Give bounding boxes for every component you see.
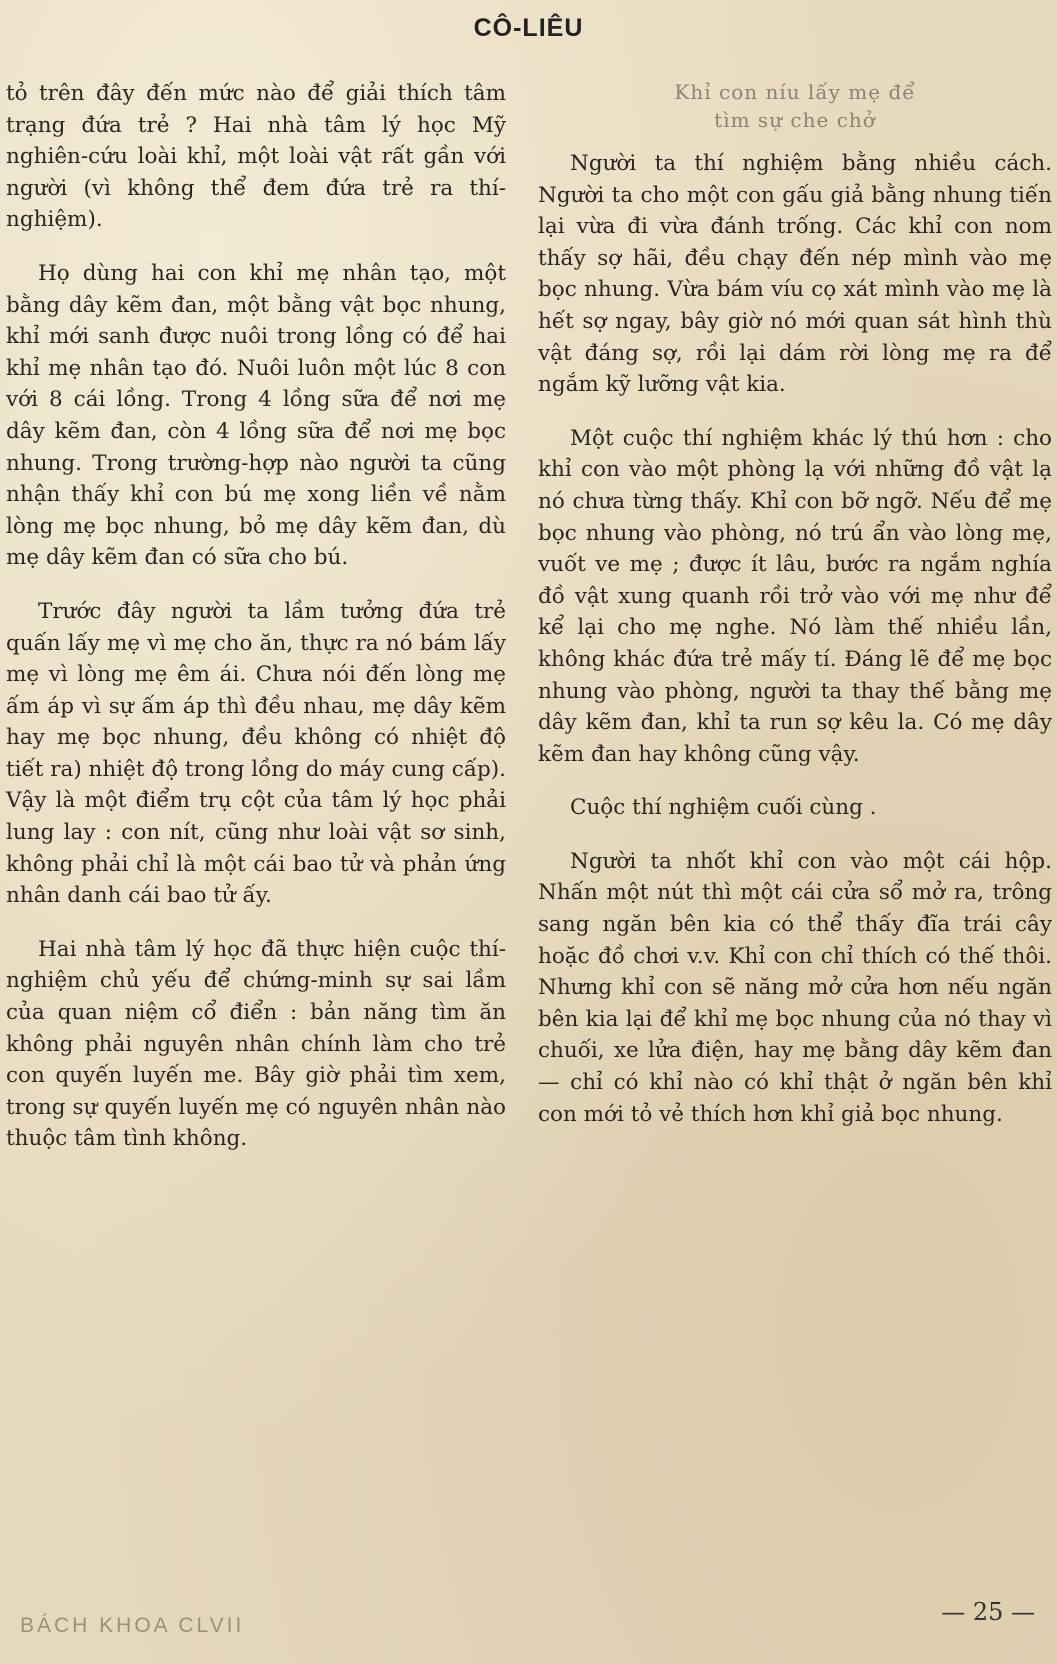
- paragraph: Hai nhà tâm lý học đã thực hiện cuộc thí-nghiệm chủ yếu để chứng-minh sự sai lầm của quan niệm cổ điển : bản năng tìm ăn không phải nguyên nhân chính làm cho trẻ con quyến luyến me. Bây giờ phải tìm xem, trong sự quyến luyến mẹ có nguyên nhân nào thuộc tâm tình không.: [6, 936, 506, 1152]
- section-subheading: [538, 78, 1052, 134]
- paragraph: Người ta nhốt khỉ con vào một cái hộp. Nhấn một nút thì một cái cửa sổ mở ra, trông sang ngăn bên kia có thể thấy đĩa trái cây hoặc đồ chơi v.v. Khỉ con chỉ thích có thế thôi. Nhưng khỉ con sẽ năng mở cửa hơn nếu ngăn bên kia lại để khỉ mẹ bọc nhung của nó thay vì chuối, xe lửa điện, hay mẹ bằng dây kẽm đan — chỉ có khỉ nào có khỉ thật ở ngăn bên khỉ con mới tỏ vẻ thích hơn khỉ giả bọc nhung.: [538, 848, 1052, 1127]
- paragraph: Trước đây người ta lầm tưởng đứa trẻ quấn lấy mẹ vì mẹ cho ăn, thực ra nó bám lấy mẹ vì lòng mẹ êm ái. Chưa nói đến lòng mẹ ấm áp vì sự ấm áp thì đều nhau, mẹ dây kẽm hay mẹ bọc nhung, đều không có nhiệt độ tiết ra) nhiệt độ trong lồng do máy cung cấp). Vậy là một điểm trụ cột của tâm lý học phải lung lay : con nít, cũng như loài vật sơ sinh, không phải chỉ là một cái bao tử và phản ứng nhân danh cái bao tử ấy.: [6, 598, 506, 909]
- inline-heading: Cuộc thí nghiệm cuối cùng .: [570, 795, 877, 821]
- subheading-line: Khỉ con níu lấy mẹ để: [674, 80, 916, 104]
- subheading-line: tìm sự che chở: [714, 108, 876, 132]
- page-header-title: CÔ-LIÊU: [473, 14, 584, 42]
- right-column: [538, 78, 1052, 1152]
- paragraph: Họ dùng hai con khỉ mẹ nhân tạo, một bằng dây kẽm đan, một bằng vật bọc nhung, khỉ mới sanh được nuôi trong lồng có để hai khỉ mẹ nhân tạo đó. Nuôi luôn một lúc 8 con với 8 cái lồng. Trong 4 lồng sữa để nơi mẹ dây kẽm đan, còn 4 lồng sữa để nơi mẹ bọc nhung. Trong trường-hợp nào người ta cũng nhận thấy khỉ con bú mẹ xong liền về nằm lòng mẹ bọc nhung, bỏ mẹ dây kẽm đan, dù mẹ dây kẽm đan có sữa cho bú.: [6, 260, 506, 571]
- left-column: [6, 78, 506, 1177]
- paragraph: Người ta thí nghiệm bằng nhiều cách. Người ta cho một con gấu giả bằng nhung tiến lại vừa đi vừa đánh trống. Các khỉ con nom thấy sợ hãi, đều chạy đến nép mình vào mẹ bọc nhung. Vừa bám víu cọ xát mình vào mẹ là hết sợ ngay, bây giờ nó mới quan sát hình thù vật đáng sợ, rồi lại dám rời lòng mẹ ra để ngắm kỹ lưỡng vật kia.: [538, 151, 1052, 398]
- page-number: — 25 —: [941, 1598, 1035, 1626]
- magazine-footer: BÁCH KHOA CLVII: [20, 1614, 245, 1637]
- paragraph: tỏ trên đây đến mức nào để giải thích tâm trạng đứa trẻ ? Hai nhà tâm lý học Mỹ nghiên-cứu loài khỉ, một loài vật rất gần với người (vì không thể đem đứa trẻ ra thí-nghiệm).: [6, 81, 506, 233]
- paragraph: Một cuộc thí nghiệm khác lý thú hơn : cho khỉ con vào một phòng lạ với những đồ vật lạ nó chưa từng thấy. Khỉ con bỡ ngỡ. Nếu để mẹ bọc nhung vào phòng, nó trú ẩn vào lòng mẹ, vuốt ve mẹ ; được ít lâu, bước ra ngắm nghía đồ vật xung quanh rồi trở vào với mẹ như để kể lại cho mẹ nghe. Nó làm thế nhiều lần, không khác đứa trẻ mấy tí. Đáng lẽ để mẹ bọc nhung vào phòng, người ta thay thế bằng mẹ dây kẽm đan, khỉ ta run sợ kêu la. Có mẹ dây kẽm đan hay không cũng vậy.: [538, 425, 1052, 767]
